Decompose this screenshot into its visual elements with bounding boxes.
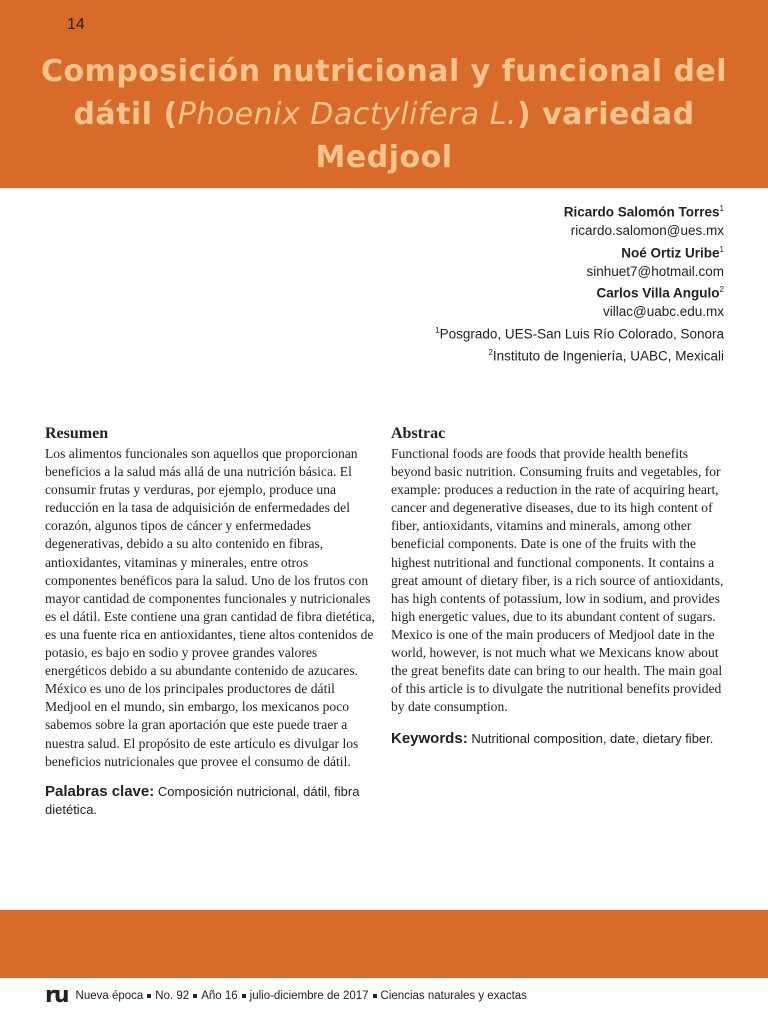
footer-item: julio-diciembre de 2017 (249, 990, 369, 1002)
author-email: sinhuet7@hotmail.com (586, 263, 724, 279)
resumen-body: Los alimentos funcionales son aquellos que proporcionan beneficios a la salud más allá de una nutrición básica. El consumir frutas y verduras, por ejemplo, produce una reducción en la tasa de adquisición de enfermedades del corazón, algunos tipos de cáncer y enfermedades degenerativas, debido a su alto contenido en fibras, antioxidantes, vitaminas y minerales, entre otros componentes benéficos para la salud. Uno de los frutos con mayor cantidad de componentes funcionales y nutricionales es el dátil. Este contiene una gran cantidad de fibra dietética, es una fuente rica en antioxidantes, tiene altos contenidos de potasio, es bajo en sodio y provee grandes valores energéticos debido a su abundante contenido de azucares. México es uno de los principales productores de dátil Medjool en el mundo, sin embargo, los mexicanos poco sabemos sobre la gran aportación que este puede traer a nuestra salud. El propósito de este artículo es divulgar los beneficios nutricionales que provee el consumo de dátil. (45, 446, 375, 769)
author-name: Noé Ortiz Uribe$^1$ (621, 244, 724, 261)
palabras-clave (45, 783, 375, 819)
footer-item: Nueva época (75, 990, 144, 1002)
palabras-clave-label: Palabras clave: (45, 782, 155, 800)
separator-square (373, 994, 377, 998)
article-title (20, 50, 748, 179)
author-name: Carlos Villa Angulo$^2$ (596, 285, 724, 301)
journal-footer (45, 983, 527, 1008)
footer-item: No. 92 (155, 990, 190, 1002)
title-part-1: Composición nutricional y funcional del dátil ( (40, 54, 728, 132)
affiliation: $^1$Posgrado, UES-San Luis Río Colorado, Sonora (435, 326, 724, 342)
abstract-body: Functional foods are foods that provide health benefits beyond basic nutrition. Consuming fruits and vegetables, for example: produces a reduction in the rate of acquiring heart, cancer and degenerative diseases, due to its high content of fiber, antioxidants, vitamins and minerals, among other beneficial components. Date is one of the fruits with the highest nutritional and functional components. It contains a great amount of dietary fiber, is a rich source of antioxidants, has high contents of potassium, low in sodium, and provides high energetic values, due to its abundant content of sugars. Mexico is one of the main producers of Medjool date in the world, however, is not much what we Mexicans know about the great benefits date can bring to our health. The main goal of this article is to divulgate the nutritional benefits provided by date consumption. (391, 446, 724, 715)
footer-item: Ciencias naturales y exactas (380, 990, 527, 1002)
author-block (435, 200, 724, 366)
footer-band (0, 910, 768, 978)
author-email: ricardo.salomon@ues.mx (570, 223, 724, 239)
author-name: Ricardo Salomón Torres$^1$ (563, 204, 724, 220)
title-scientific-name: Phoenix Dactylifera L. (177, 97, 517, 132)
separator-square (193, 994, 197, 998)
separator-square (147, 994, 151, 998)
keywords-label: Keywords: (391, 730, 468, 748)
page-number: 14 (67, 16, 85, 33)
journal-logo: ru (45, 983, 68, 1008)
affiliation: $^2$Instituto de Ingeniería, UABC, Mexicali (488, 348, 724, 364)
footer-item: Año 16 (201, 990, 238, 1002)
palabras-clave-text: Composición nutricional, dátil, fibra dietética. (45, 783, 360, 817)
resumen-heading: Resumen (45, 425, 109, 442)
resumen-column (45, 424, 375, 819)
title-part-2: ) variedad Medjool (315, 97, 695, 175)
keywords (391, 730, 727, 748)
abstract-column (391, 424, 727, 748)
keywords-text: Nutritional composition, date, dietary fiber. (471, 731, 714, 747)
separator-square (242, 994, 246, 998)
abstract-heading: Abstrac (391, 425, 446, 442)
author-email: villac@uabc.edu.mx (602, 304, 724, 320)
